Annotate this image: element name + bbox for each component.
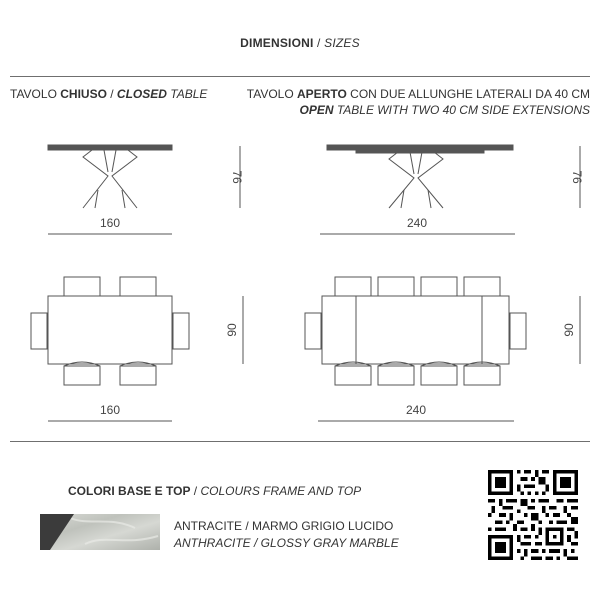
open-cap-part: TABLE WITH TWO 40 CM SIDE EXTENSIONS bbox=[333, 103, 590, 117]
colours-title bbox=[68, 484, 361, 498]
open-cap-part: CON DUE ALLUNGHE LATERALI DA 40 CM bbox=[346, 87, 590, 101]
closed-depth-label: 90 bbox=[225, 323, 239, 337]
swatch-line-english: ANTHRACITE / GLOSSY GRAY MARBLE bbox=[174, 536, 399, 550]
swatch-description bbox=[174, 518, 399, 552]
closed-plan-view bbox=[31, 277, 189, 385]
closed-cap-part: / bbox=[106, 87, 117, 101]
closed-cap-part: CLOSED bbox=[116, 87, 167, 101]
title-bold: DIMENSIONI bbox=[240, 36, 314, 50]
colours-title-bold: COLORI BASE E TOP bbox=[68, 484, 191, 498]
open-cap-part: APERTO bbox=[297, 87, 347, 101]
bottom-divider bbox=[10, 441, 590, 442]
closed-length-label: 160 bbox=[99, 216, 121, 230]
closed-height-label: 76 bbox=[230, 170, 244, 184]
open-plan-length-label: 240 bbox=[405, 403, 427, 417]
title-sep: / bbox=[313, 36, 325, 50]
closed-cap-part: TABLE bbox=[166, 87, 208, 101]
swatch-line-italian: ANTRACITE / MARMO GRIGIO LUCIDO bbox=[174, 519, 394, 533]
colour-swatch bbox=[40, 514, 160, 550]
qr-code-icon[interactable] bbox=[488, 470, 578, 560]
open-plan-view bbox=[305, 277, 526, 385]
open-height-label: 76 bbox=[570, 170, 584, 184]
closed-elevation bbox=[48, 145, 172, 208]
open-elevation bbox=[327, 145, 513, 208]
colours-title-italic: COLOURS FRAME AND TOP bbox=[200, 484, 362, 498]
open-depth-label: 90 bbox=[562, 323, 576, 337]
open-length-label: 240 bbox=[406, 216, 428, 230]
open-cap-part: TAVOLO bbox=[246, 87, 298, 101]
closed-plan-length-label: 160 bbox=[99, 403, 121, 417]
closed-cap-part: CHIUSO bbox=[60, 87, 107, 101]
open-cap-part: OPEN bbox=[299, 103, 334, 117]
colours-title-sep: / bbox=[190, 484, 201, 498]
closed-cap-part: TAVOLO bbox=[10, 87, 61, 101]
title-italic: SIZES bbox=[324, 36, 360, 50]
